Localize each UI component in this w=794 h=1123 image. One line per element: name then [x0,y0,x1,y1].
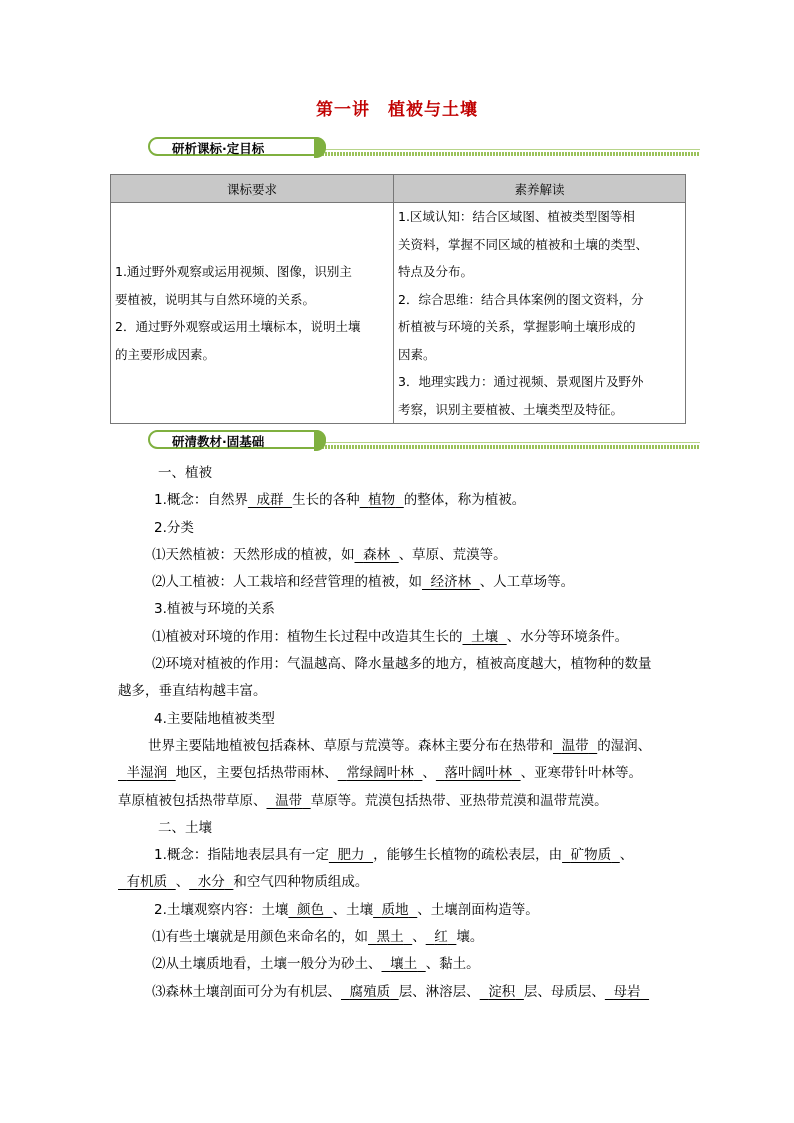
table-header-standards: 课标要求 [111,175,394,203]
banner-label: 研清教材·固基础 [148,430,326,449]
blank-answer: 常绿阔叶林 [346,765,414,782]
blank-answer: 壤土 [390,956,418,973]
paragraph: 越多，垂直结构越丰富。 [118,683,267,700]
blank-answer: 黑土 [376,929,404,946]
title-part-2: 植被与土壤 [388,100,478,120]
title-part-1: 第一讲 [316,100,370,120]
paragraph: ⑵从土壤质地看，土壤一般分为砂土、 壤土 、黏土。 [152,956,480,973]
blank-answer: 颜色 [296,901,324,918]
paragraph: ⑴有些土壤就是用颜色来命名的，如 黑土 、 红 壤。 [152,929,484,946]
blank-answer: 腐殖质 [349,983,391,1000]
blank-answer: 肥力 [337,847,365,864]
paragraph: ⑴植被对环境的作用：植物生长过程中改造其生长的 土壤 、水分等环境条件。 [152,628,629,645]
text-line: 3．地理实践力：通过视频、景观图片及野外 [398,374,644,389]
table-header-literacy: 素养解读 [394,175,686,203]
paragraph: 3.植被与环境的关系 [154,601,275,618]
text-line: 2．通过野外观察或运用土壤标本，说明土壤 [115,319,361,334]
table-cell-standards [111,203,394,424]
blank-answer: 植物 [368,492,396,509]
paragraph: 世界主要陆地植被包括森林、草原与荒漠等。森林主要分布在热带和 温带 的湿润、 [148,737,652,754]
paragraph: 4.主要陆地植被类型 [154,710,275,727]
paragraph: 有机质 、 水分 和空气四种物质组成。 [118,869,686,896]
blank-answer: 经济林 [430,574,472,591]
blank-answer: 有机质 [126,874,168,891]
text-line: 析植被与环境的关系，掌握影响土壤形成的 [398,319,636,334]
blank-answer: 质地 [381,901,409,918]
blank-answer: 森林 [363,546,391,563]
blank-answer: 淀积 [488,983,516,1000]
curriculum-table [110,174,686,424]
paragraph: 1.概念：自然界 成群 生长的各种 植物 的整体，称为植被。 [154,492,526,509]
paragraph: 草原植被包括热带草原、 温带 草原等。荒漠包括热带、亚热带荒漠和温带荒漠。 [118,792,608,809]
heading-soil: 二、土壤 [158,819,212,836]
paragraph: ⑵环境对植被的作用：气温越高、降水量越多的地方，植被高度越大，植物种的数量 [152,656,652,673]
text-line: 1.通过野外观察或运用视频、图像，识别主 [115,264,352,279]
blank-answer: 母岩 [613,983,641,1000]
blank-answer: 温带 [561,737,589,754]
blank-answer: 红 [434,929,448,946]
text-line: 因素。 [398,346,436,362]
heading-vegetation: 一、植被 [158,465,212,481]
paragraph: 1.概念：指陆地表层具有一定 肥力 ，能够生长植物的疏松表层，由 矿物质 、 [154,847,634,864]
text-line: 1.区域认知：结合区域图、植被类型图等相 [398,209,635,224]
paragraph: ⑶森林土壤剖面可分为有机层、 腐殖质 层、淋溶层、 淀积 层、母质层、 母岩 [118,979,686,1006]
blank-answer: 矿物质 [570,847,612,864]
blank-answer: 成群 [256,492,284,509]
blank-answer: 土壤 [471,628,499,645]
text-line: 关资料，掌握不同区域的植被和土壤的类型、 [398,236,649,252]
text-line: 要植被，说明其与自然环境的关系。 [115,291,316,307]
paragraph: ⑵人工植被：人工栽培和经营管理的植被，如 经济林 、人工草场等。 [152,574,575,591]
blank-answer: 水分 [197,874,225,891]
blank-answer: 落叶阔叶林 [444,765,512,782]
content-body [118,460,686,1006]
paragraph: 半湿润 地区，主要包括热带雨林、 常绿阔叶林 、 落叶阔叶林 、亚寒带针叶林等。 [118,760,686,787]
paragraph: 2.分类 [154,519,194,536]
banner-label: 研析课标·定目标 [148,137,326,156]
page-title [0,95,794,120]
blank-answer: 温带 [275,792,303,809]
text-line: 2．综合思维：结合具体案例的图文资料，分 [398,291,644,307]
paragraph: 2.土壤观察内容：土壤 颜色 、土壤 质地 、土壤剖面构造等。 [154,901,539,918]
text-line: 的主要形成因素。 [115,346,216,362]
text-line: 考察，识别主要植被、土壤类型及特征。 [398,401,624,417]
text-line: 特点及分布。 [398,264,474,279]
table-cell-literacy [394,203,686,424]
section-banner-standards [148,137,700,161]
section-banner-textbook [148,430,700,454]
paragraph: ⑴天然植被：天然形成的植被，如 森林 、草原、荒漠等。 [152,546,507,563]
blank-answer: 半湿润 [126,765,168,782]
